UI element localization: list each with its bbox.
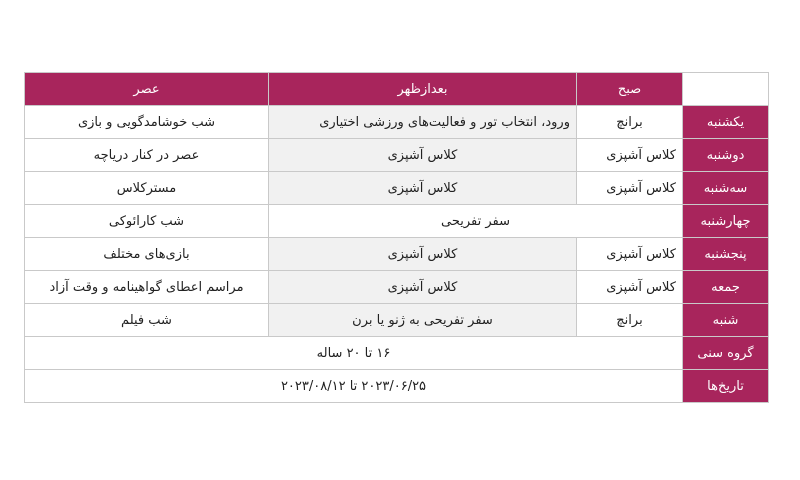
table-row bbox=[25, 205, 769, 238]
dates-row bbox=[25, 370, 769, 403]
evening-cell: شب فیلم bbox=[25, 304, 269, 337]
header-afternoon: بعدازظهر bbox=[269, 73, 577, 106]
day-label: سه‌شنبه bbox=[683, 172, 769, 205]
table-row bbox=[25, 238, 769, 271]
header-morning: صبح bbox=[577, 73, 683, 106]
evening-cell: شب خوشامدگویی و بازی bbox=[25, 106, 269, 139]
afternoon-cell: کلاس آشپزی bbox=[269, 271, 577, 304]
afternoon-cell: کلاس آشپزی bbox=[269, 139, 577, 172]
day-label: جمعه bbox=[683, 271, 769, 304]
table-row bbox=[25, 172, 769, 205]
table-row bbox=[25, 271, 769, 304]
table-row bbox=[25, 139, 769, 172]
morning-cell: کلاس آشپزی bbox=[577, 238, 683, 271]
afternoon-cell: کلاس آشپزی bbox=[269, 238, 577, 271]
afternoon-cell: ورود، انتخاب تور و فعالیت‌های ورزشی اختیاری bbox=[269, 106, 577, 139]
header-row bbox=[25, 73, 769, 106]
morning-cell: کلاس آشپزی bbox=[577, 139, 683, 172]
age-group-row bbox=[25, 337, 769, 370]
header-corner bbox=[683, 73, 769, 106]
day-label: چهارشنبه bbox=[683, 205, 769, 238]
dates-value: ۲۰۲۳/۰۶/۲۵ تا ۲۰۲۳/۰۸/۱۲ bbox=[25, 370, 683, 403]
evening-cell: مسترکلاس bbox=[25, 172, 269, 205]
day-label: دوشنبه bbox=[683, 139, 769, 172]
morning-cell: کلاس آشپزی bbox=[577, 172, 683, 205]
day-label: شنبه bbox=[683, 304, 769, 337]
morning-afternoon-merged-cell: سفر تفریحی bbox=[269, 205, 683, 238]
header-evening: عصر bbox=[25, 73, 269, 106]
evening-cell: بازی‌های مختلف bbox=[25, 238, 269, 271]
evening-cell: شب کارائوکی bbox=[25, 205, 269, 238]
morning-cell: کلاس آشپزی bbox=[577, 271, 683, 304]
day-label: یکشنبه bbox=[683, 106, 769, 139]
age-group-value: ۱۶ تا ۲۰ ساله bbox=[25, 337, 683, 370]
age-group-label: گروه سنی bbox=[683, 337, 769, 370]
evening-cell: مراسم اعطای گواهینامه و وقت آزاد bbox=[25, 271, 269, 304]
evening-cell: عصر در کنار دریاچه bbox=[25, 139, 269, 172]
morning-cell: برانچ bbox=[577, 304, 683, 337]
table-row bbox=[25, 304, 769, 337]
dates-label: تاریخ‌ها bbox=[683, 370, 769, 403]
table-row bbox=[25, 106, 769, 139]
afternoon-cell: سفر تفریحی به ژنو یا برن bbox=[269, 304, 577, 337]
afternoon-cell: کلاس آشپزی bbox=[269, 172, 577, 205]
morning-cell: برانچ bbox=[577, 106, 683, 139]
schedule-table bbox=[24, 72, 769, 403]
day-label: پنجشنبه bbox=[683, 238, 769, 271]
